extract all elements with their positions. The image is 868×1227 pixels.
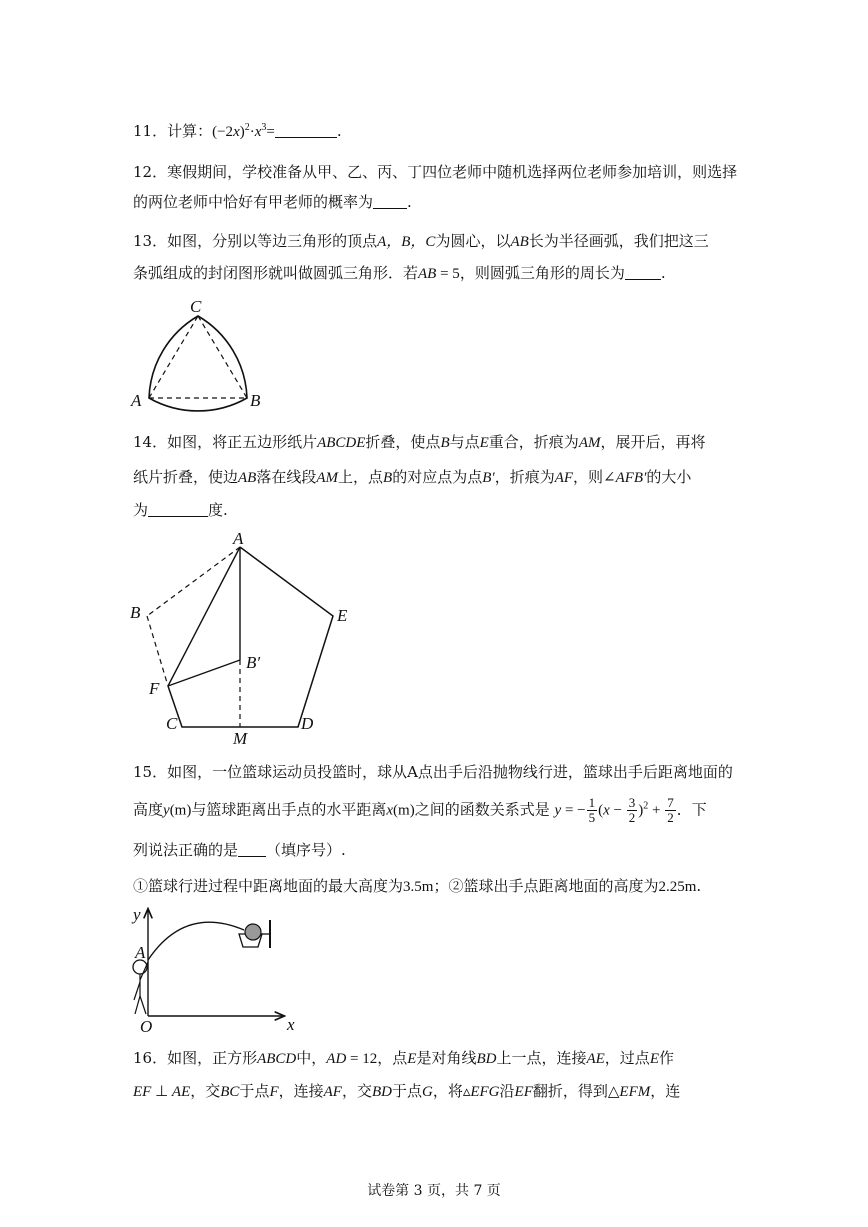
question-16-line-1: 16．如图，正方形ABCD中，AD = 12，点E是对角线BD上一点，连接AE，过点E作 (133, 1049, 674, 1067)
label-f: F (149, 679, 160, 698)
question-15-line-2: 高度y(m)与篮球距离出手点的水平距离x(m)之间的函数关系式是 y = − $\frac{1}{5}$ (x − $\frac{3}{2}$ )$^2$ + $\frac{7}{2}$ ．下 (133, 795, 707, 825)
label-c: C (190, 297, 202, 316)
question-12-line-1: 12．寒假期间，学校准备从甲、乙、丙、丁四位老师中随机选择两位老师参加培训，则选择 (133, 163, 738, 181)
label-a: A (233, 529, 244, 548)
question-16-line-2: EF ⊥ AE，交BC于点F，连接AF，交BD于点G，将▵EFG沿EF翻折，得到△EFM，连 (133, 1082, 681, 1100)
label-d: D (301, 714, 314, 733)
question-11: 11．计算：$(-2x)^2\cdot x^3=$ . (133, 122, 342, 140)
question-12-line-2: 的两位老师中恰好有甲老师的概率为 . (133, 193, 412, 211)
label-b: B (130, 603, 141, 622)
question-15-line-3: 列说法正确的是 （填序号）. (133, 841, 346, 859)
label-a: A (135, 943, 146, 962)
fraction: $\frac{7}{2}$ (667, 795, 674, 825)
question-14-line-1: 14．如图，将正五边形纸片ABCDE折叠，使点B与点E重合，折痕为AM，展开后，再将 (133, 433, 706, 451)
question-15-options: ①篮球行进过程中距离地面的最大高度为3.5m；②篮球出手点距离地面的高度为2.25m. (133, 877, 702, 895)
label-b-prime: B′ (246, 653, 261, 672)
label-b: B (250, 391, 261, 410)
question-15-line-1: 15．如图，一位篮球运动员投篮时，球从A点出手后沿抛物线行进，篮球出手后距离地面的 (133, 763, 733, 781)
fraction: $\frac{1}{5}$ (588, 795, 596, 825)
question-13-line-1: 13．如图，分别以等边三角形的顶点A，B，C为圆心，以AB长为半径画弧，我们把这三 (133, 232, 709, 250)
question-14-line-2: 纸片折叠，使边AB落在线段AM上，点B的对应点为点B′，折痕为AF，则∠AFB′的大小 (133, 468, 692, 486)
label-e: E (337, 606, 348, 625)
question-13-line-2: 条弧组成的封闭图形就叫做圆弧三角形．若AB = 5，则圆弧三角形的周长为 . (133, 264, 666, 282)
page-footer: 试卷第 3 页，共 7 页 (367, 1183, 501, 1199)
label-x: x (287, 1015, 295, 1034)
label-o: O (140, 1017, 153, 1036)
label-c: C (166, 714, 178, 733)
label-y: y (133, 905, 141, 924)
label-a: A (131, 391, 142, 410)
fraction: $\frac{3}{2}$ (628, 795, 636, 825)
question-14-line-3: 为 度. (133, 501, 228, 519)
label-m: M (233, 729, 248, 748)
